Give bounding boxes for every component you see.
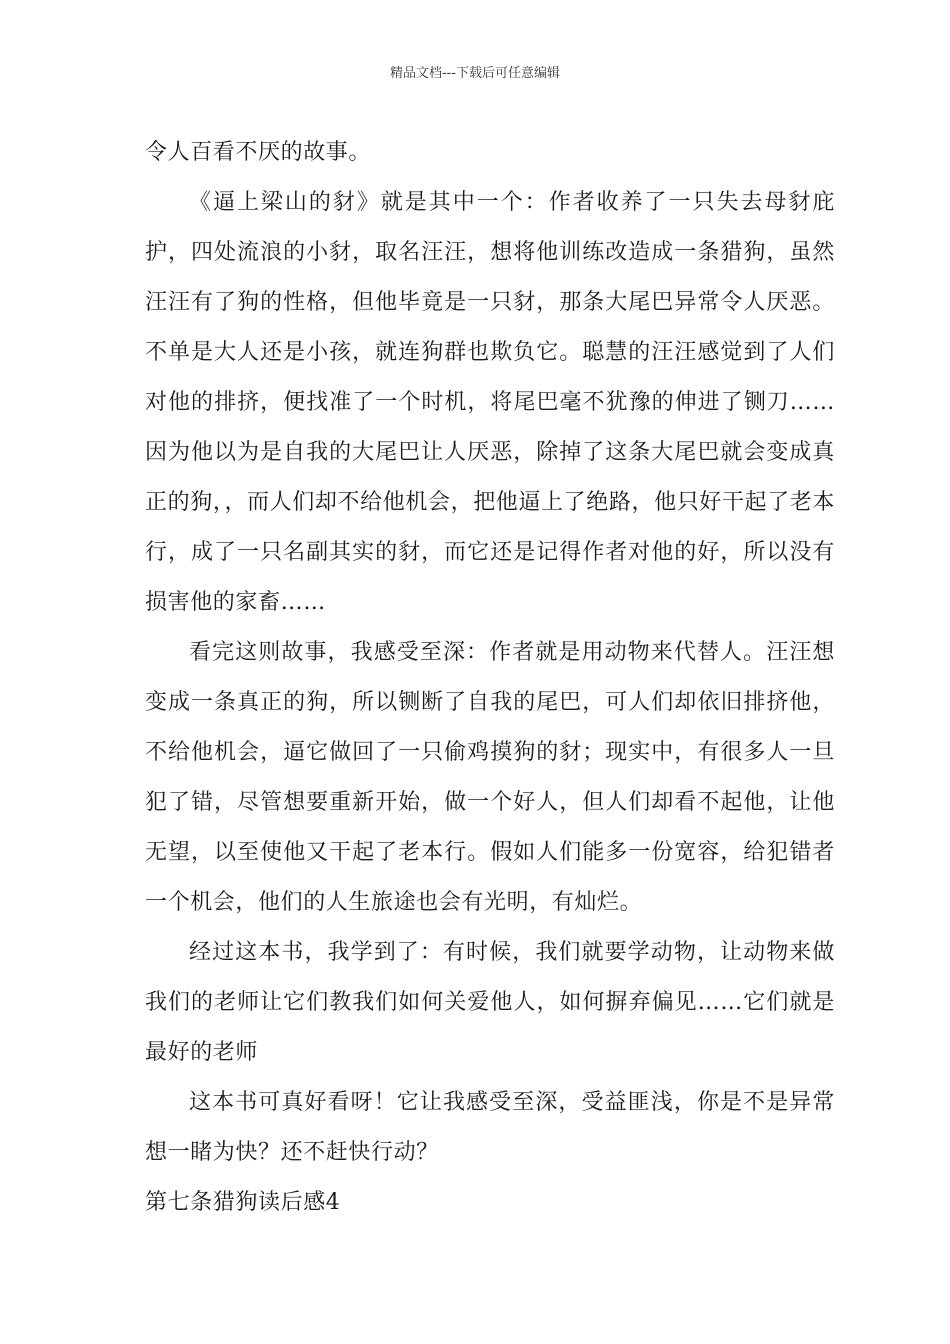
document-body: [145, 128, 835, 1228]
paragraph-4: 经过这本书，我学到了：有时候，我们就要学动物，让动物来做我们的老师让它们教我们如何关爱他人，如何摒弃偏见……它们就是最好的老师: [145, 940, 835, 1065]
paragraph-2: 《逼上梁山的豺》就是其中一个：作者收养了一只失去母豺庇护，四处流浪的小豺，取名汪汪，想将他训练改造成一条猎狗，虽然汪汪有了狗的性格，但他毕竟是一只豺，那条大尾巴异常令人厌恶。不单是大人还是小孩，就连狗群也欺负它。聪慧的汪汪感觉到了人们对他的排挤，便找准了一个时机，将尾巴毫不犹豫的伸进了铡刀……因为他以为是自我的大尾巴让人厌恶，除掉了这条大尾巴就会变成真正的狗，，而人们却不给他机会，把他逼上了绝路，他只好干起了老本行，成了一只名副其实的豺，而它还是记得作者对他的好，所以没有损害他的家畜……: [145, 190, 835, 615]
paragraph-5: 这本书可真好看呀！它让我感受至深，受益匪浅，你是不是异常想一睹为快？还不赶快行动？: [145, 1090, 835, 1165]
paragraph-3: 看完这则故事，我感受至深：作者就是用动物来代替人。汪汪想变成一条真正的狗，所以铡断了自我的尾巴，可人们却依旧排挤他，不给他机会，逼它做回了一只偷鸡摸狗的豺；现实中，有很多人一旦犯了错，尽管想要重新开始，做一个好人，但人们却看不起他，让他无望，以至使他又干起了老本行。假如人们能多一份宽容，给犯错者一个机会，他们的人生旅途也会有光明，有灿烂。: [145, 640, 835, 915]
paragraph-1: 令人百看不厌的故事。: [145, 140, 372, 165]
page-header: 精品文档---下载后可任意编辑: [389, 66, 561, 81]
section-heading: 第七条猎狗读后感4: [145, 1190, 341, 1215]
